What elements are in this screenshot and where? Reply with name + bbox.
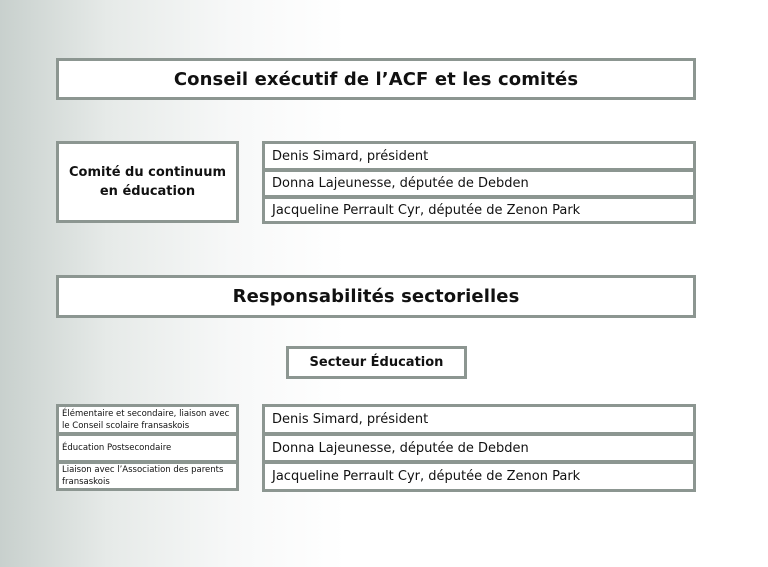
sectoral-title: Responsabilités sectorielles <box>232 286 520 307</box>
page-title-box <box>56 58 696 100</box>
sector-member-name: Jacqueline Perrault Cyr, députée de Zenon Park <box>272 469 581 484</box>
responsibility-label: Éducation Postsecondaire <box>62 443 172 453</box>
sector-member-name: Denis Simard, président <box>272 412 429 427</box>
sector-label-box <box>286 346 467 379</box>
committee-name: Comité du continuum en éducation <box>69 165 226 199</box>
committee-member-row <box>262 169 696 198</box>
responsibility-label: Liaison avec l’Association des parents fransaskois <box>62 465 224 487</box>
sector-member-row <box>262 404 696 435</box>
responsibility-item <box>56 461 239 491</box>
page-title: Conseil exécutif de l’ACF et les comités <box>173 68 579 90</box>
responsibility-label: Élémentaire et secondaire, liaison avec le Conseil scolaire fransaskois <box>62 408 230 431</box>
committee-member-row <box>262 196 696 224</box>
sectoral-title-box <box>56 275 696 318</box>
committee-member-name: Jacqueline Perrault Cyr, députée de Zenon Park <box>272 202 581 218</box>
responsibility-item <box>56 433 239 463</box>
sector-label: Secteur Éducation <box>309 355 444 370</box>
sector-member-row <box>262 461 696 492</box>
committee-member-name: Donna Lajeunesse, députée de Debden <box>272 176 529 191</box>
sector-member-row <box>262 433 696 463</box>
committee-name-box <box>56 141 239 223</box>
sector-member-name: Donna Lajeunesse, députée de Debden <box>272 440 529 456</box>
responsibility-item <box>56 404 239 435</box>
committee-member-name: Denis Simard, président <box>272 148 429 164</box>
committee-member-row <box>262 141 696 171</box>
